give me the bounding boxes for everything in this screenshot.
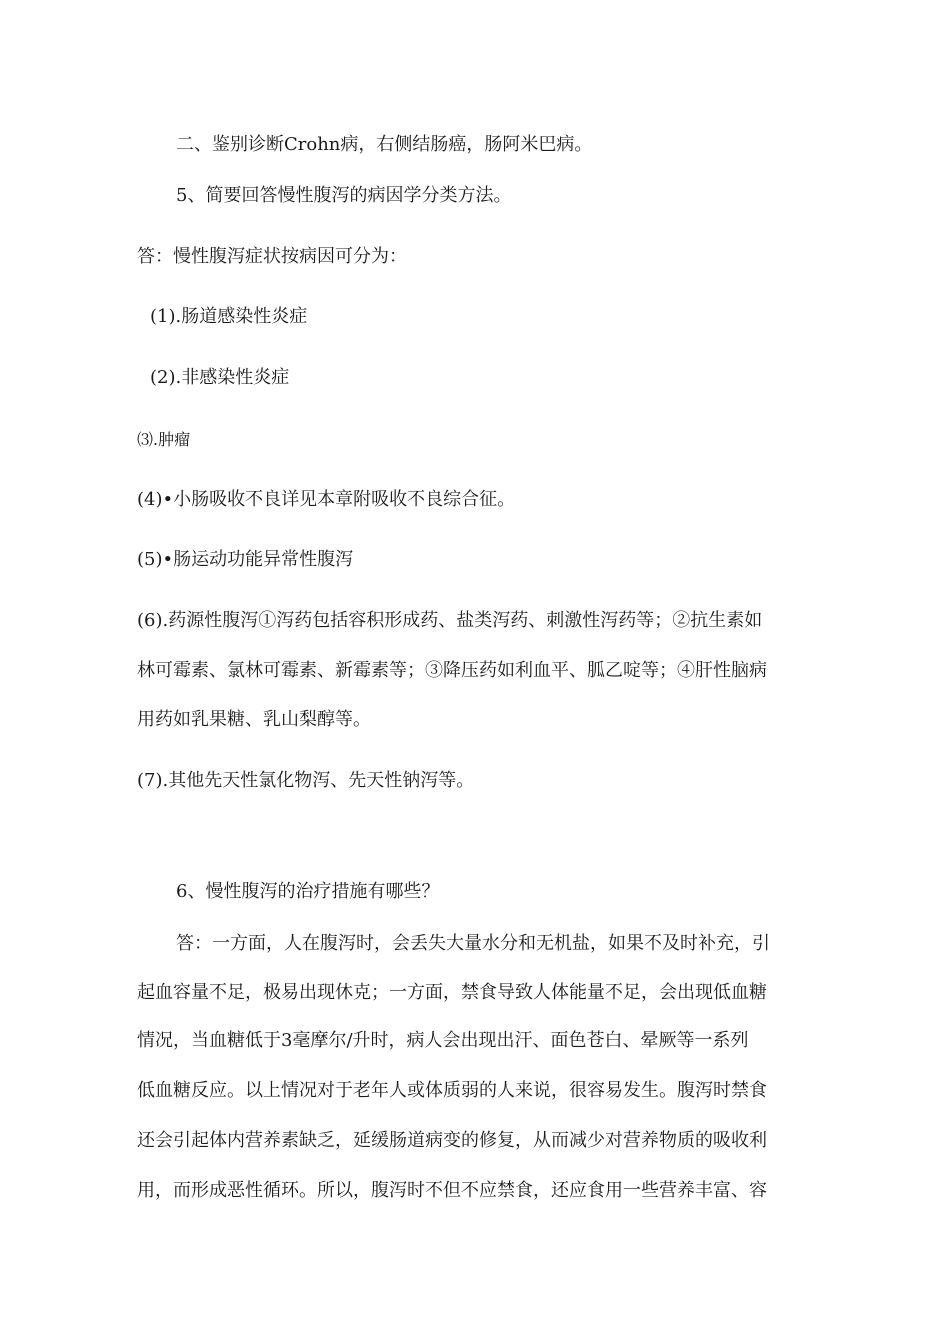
question-6-title: 6、慢性腹泻的治疗措施有哪些？: [176, 881, 440, 902]
question-6-answer-line-6: 用，而形成恶性循环。所以，腹泻时不但不应禁食，还应食用一些营养丰富、容: [137, 1180, 767, 1201]
cause-item-3: ⑶.肿瘤: [137, 430, 191, 449]
question-6-answer-line-3: 情况，当血糖低于3毫摩尔/升时，病人会出现出汗、面色苍白、晕厥等一系列: [137, 1030, 749, 1051]
cause-item-6-line-1: (6).药源性腹泻①泻药包括容积形成药、盐类泻药、刺激性泻药等；②抗生素如: [137, 610, 763, 631]
question-6-answer-line-4: 低血糖反应。以上情况对于老年人或体质弱的人来说，很容易发生。腹泻时禁食: [137, 1080, 767, 1101]
cause-item-7: (7).其他先天性氯化物泻、先天性钠泻等。: [137, 770, 475, 791]
question-5-answer-intro: 答：慢性腹泻症状按病因可分为：: [137, 246, 407, 267]
cause-item-1: (1).肠道感染性炎症: [150, 306, 308, 327]
question-5-title: 5、简要回答慢性腹泻的病因学分类方法。: [176, 185, 512, 206]
cause-item-5: (5)•肠运动功能异常性腹泻: [137, 549, 354, 570]
cause-item-6-line-3: 用药如乳果糖、乳山梨醇等。: [137, 709, 371, 730]
question-6-answer-line-2: 起血容量不足，极易出现休克；一方面，禁食导致人体能量不足，会出现低血糖: [137, 982, 767, 1003]
differential-diagnosis-line: 二、鉴别诊断Crohn病，右侧结肠癌，肠阿米巴病。: [176, 134, 593, 155]
cause-item-4: (4)•小肠吸收不良详见本章附吸收不良综合征。: [137, 489, 516, 510]
cause-item-2: (2).非感染性炎症: [150, 367, 290, 388]
question-6-answer-line-5: 还会引起体内营养素缺乏，延缓肠道病变的修复，从而减少对营养物质的吸收利: [137, 1130, 767, 1151]
cause-item-6-line-2: 林可霉素、氯林可霉素、新霉素等；③降压药如利血平、胍乙啶等；④肝性脑病: [137, 660, 767, 681]
question-6-answer-line-1: 答：一方面，人在腹泻时，会丢失大量水分和无机盐，如果不及时补充，引: [176, 933, 770, 954]
